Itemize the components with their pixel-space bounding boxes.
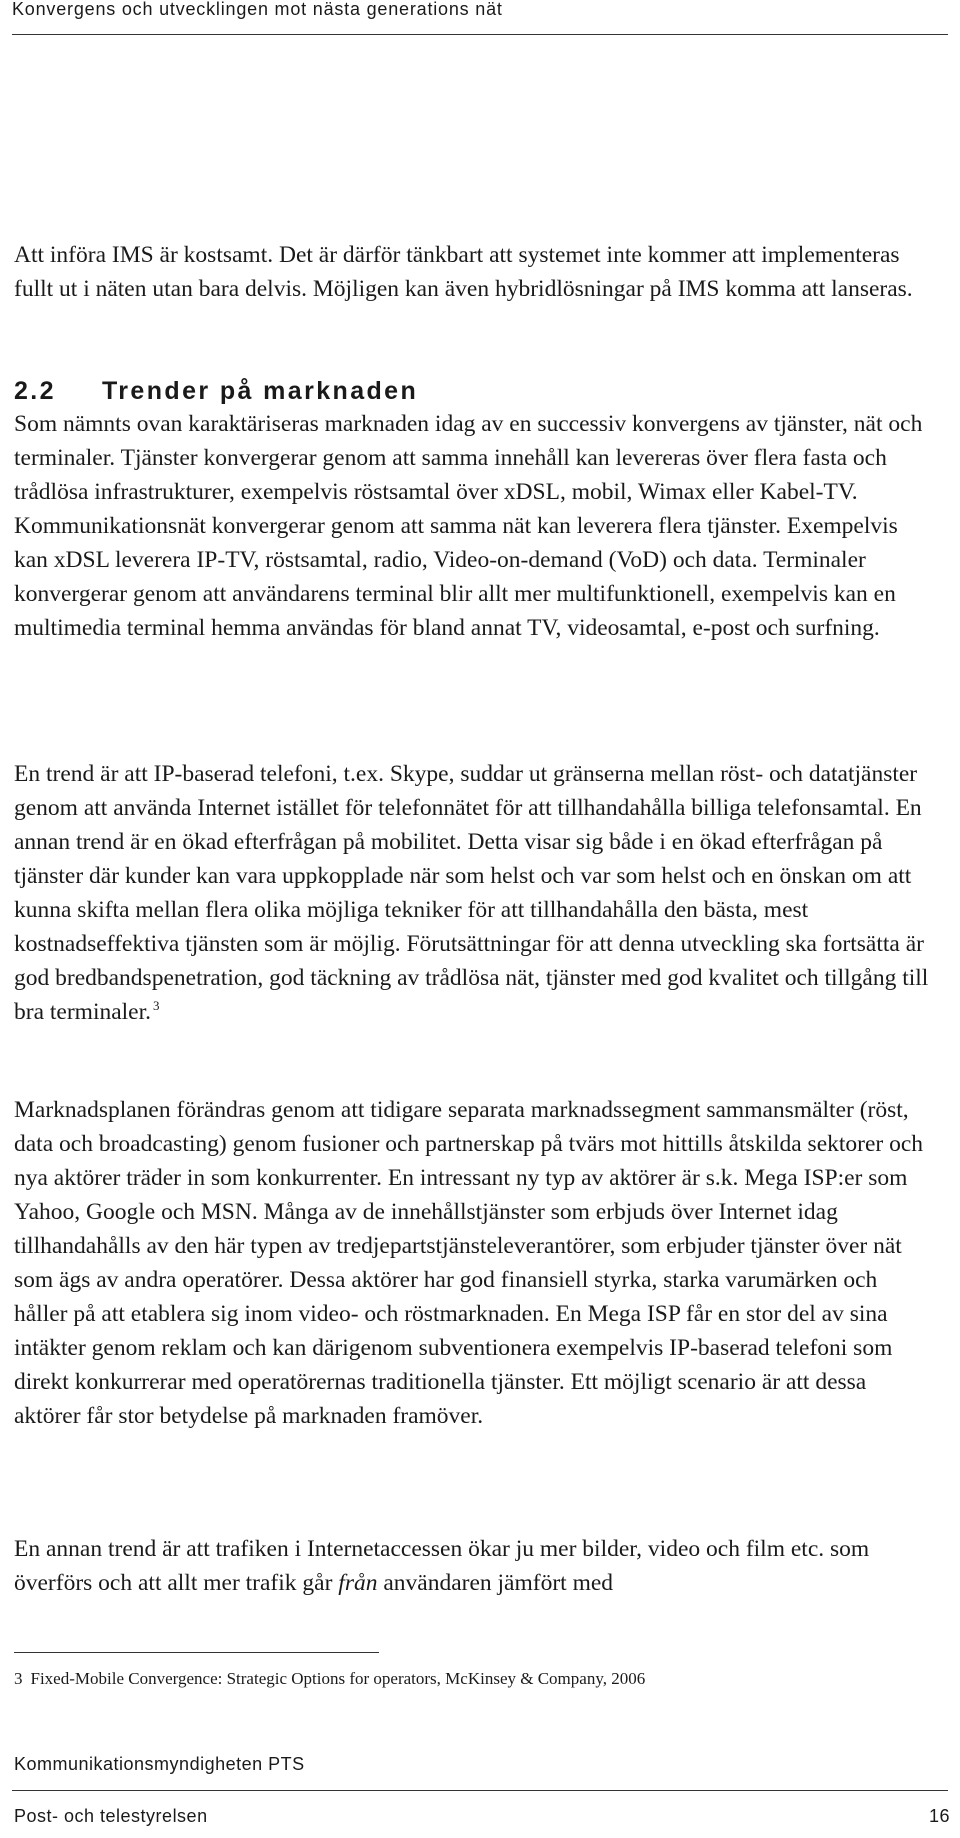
footer-publisher: Post- och telestyrelsen [14, 1806, 208, 1826]
paragraph-ip-telephony-text: En trend är att IP-baserad telefoni, t.ex. Skype, suddar ut gränserna mellan röst- och datatjänster genom att använda Internet istället för telefonnätet för att tillhandahålla billiga telefonsamtal. En annan trend är en ökad efterfrågan på mobilitet. Detta visar sig både i en ökad efterfrågan på tjänster där kunder kan vara uppkopplade när som helst och var som helst och en önskan om att kunna skifta mellan flera olika möjliga tekniker för att tillhandahålla den bästa, mest kostnadseffektiva tjänsten som är möjlig. Förutsättningar för att denna utveckling ska fortsätta är god bredbandspenetration, god täckning av trådlösa nät, tjänster med god kvalitet och tillgång till bra terminaler. [14, 761, 929, 1025]
section-heading [14, 374, 418, 408]
paragraph-traffic-trend [14, 1532, 934, 1600]
footnote-separator [14, 1652, 379, 1653]
footnote-text: Fixed-Mobile Convergence: Strategic Options for operators, McKinsey & Company, 2006 [30, 1669, 646, 1688]
section-number: 2.2 [14, 377, 56, 405]
paragraph-ims-cost: Att införa IMS är kostsamt. Det är därför tänkbart att systemet inte kommer att implementeras fullt ut i näten utan bara delvis. Möjligen kan även hybridlösningar på IMS komma att lanseras. [14, 242, 913, 302]
emphasis-fran: från [338, 1570, 378, 1596]
page-number: 16 [928, 1806, 950, 1826]
footer-divider [12, 1790, 948, 1791]
paragraph-market-players: Marknadsplanen förändras genom att tidigare separata marknadssegment sammansmälter (röst, data och broadcasting) genom fusioner och partnerskap på tvärs mot hittills åtskilda sektorer och nya aktörer träder in som konkurrenter. En intressant ny typ av aktörer är s.k. Mega ISP:er som Yahoo, Google och MSN. Många av de innehållstjänster som erbjuds över Internet idag tillhandahålls av den här typen av tredjepartstjänsteleverantörer, som erbjuder tjänster över nät som ägs av andra operatörer. Dessa aktörer har god finansiell styrka, starka varumärken och håller på att etablera sig inom video- och röstmarknaden. En Mega ISP får en stor del av sina intäkter genom reklam och kan därigenom subventionera exempelvis IP-baserad telefoni som direkt konkurrerar med operatörernas traditionella tjänster. Ett möjligt scenario är att dessa aktörer får stor betydelse på marknaden framöver. [14, 1097, 924, 1429]
footnote-reference[interactable]: 3 [153, 998, 160, 1014]
header-title: Konvergens och utvecklingen mot nästa generations nät [12, 0, 503, 19]
footnote-number: 3 [14, 1669, 23, 1688]
paragraph-traffic-text-end: användaren jämfört med [377, 1570, 614, 1596]
running-header [12, 0, 948, 35]
footnote [14, 1668, 934, 1690]
organization-name: Kommunikationsmyndigheten PTS [14, 1754, 305, 1774]
paragraph-traffic-text-start: En annan trend är att trafiken i Internetaccessen ökar ju mer bilder, video och film etc. som överförs och att allt mer trafik går [14, 1536, 870, 1596]
paragraph-ip-telephony [14, 757, 934, 1029]
paragraph-convergence: Som nämnts ovan karaktäriseras marknaden idag av en successiv konvergens av tjänster, nät och terminaler. Tjänster konvergerar genom att samma innehåll kan levereras över flera fasta och trådlösa infrastrukturer, exempelvis röstsamtal över xDSL, mobil, Wimax eller Kabel-TV. Kommunikationsnät konvergerar genom att samma nät kan leverera flera tjänster. Exempelvis kan xDSL leverera IP-TV, röstsamtal, radio, Video-on-demand (VoD) och data. Terminaler konvergerar genom att användarens terminal blir allt mer multifunktionell, exempelvis kan en multimedia terminal hemma användas för bland annat TV, videosamtal, e-post och surfning. [14, 411, 923, 641]
section-title: Trender på marknaden [102, 377, 419, 405]
